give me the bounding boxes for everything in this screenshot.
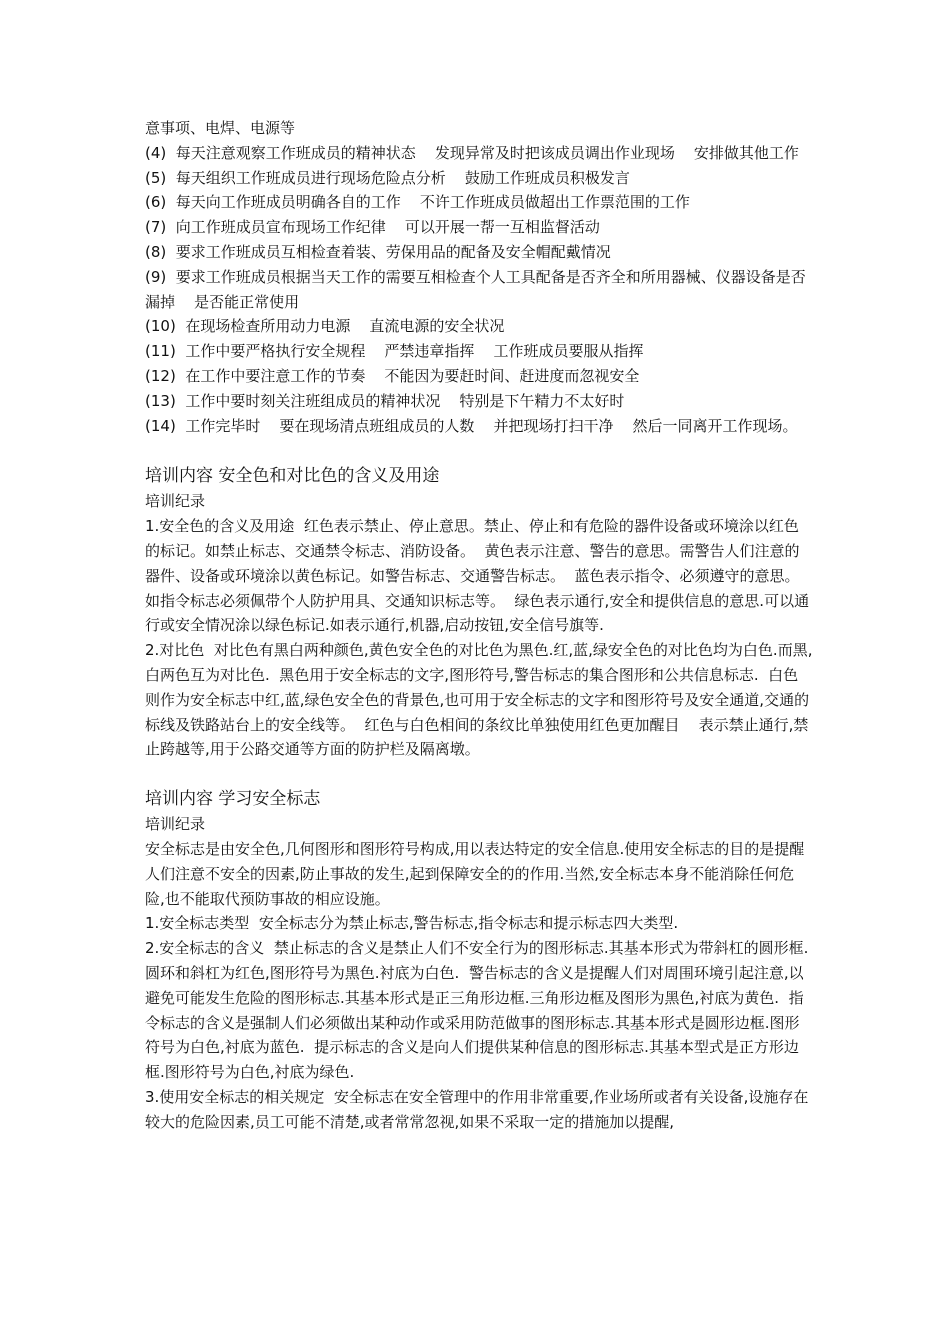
paragraph: 1.安全标志类型 安全标志分为禁止标志,警告标志,指令标志和提示标志四大类型.	[145, 914, 679, 933]
section-heading: 培训内容 安全色和对比色的含义及用途	[145, 466, 440, 487]
list-item: (8) 要求工作班成员互相检查着装、劳保用品的配备及安全帽配戴情况	[145, 242, 611, 261]
record-label: 培训纪录	[145, 492, 206, 511]
paragraph: 2.安全标志的含义 禁止标志的含义是禁止人们不安全行为的图形标志.其基本形式为带斜杠的圆形框.圆环和斜杠为红色,图形符号为黑色.衬底为白色. 警告标志的含义是提醒人们对周围环境引起注意,以避免可能发生危险的图形标志.其基本形式是正三角形边框.三角形边框及图形为黑色,衬底为黄色. 指令标志的含义是强制人们必须做出某种动作或采用防范做事的图形标志.其基本形式是圆形边框.图形符号为白色,衬底为蓝色. 提示标志的含义是向人们提供某种信息的图形标志.其基本型式是正方形边框.图形符号为白色,衬底为绿色.	[145, 939, 809, 1082]
list-item: (12) 在工作中要注意工作的节奏 不能因为要赶时间、赶进度而忽视安全	[145, 366, 640, 385]
list-item: (6) 每天向工作班成员明确各自的工作 不许工作班成员做超出工作票范围的工作	[145, 193, 690, 212]
list-item: 意事项、电焊、电源等	[145, 119, 296, 137]
section-safety-signs	[145, 786, 813, 1134]
checklist	[145, 116, 813, 438]
list-item: (11) 工作中要严格执行安全规程 严禁违章指挥 工作班成员要服从指挥	[145, 342, 644, 361]
record-label: 培训纪录	[145, 815, 206, 834]
section-safety-colors	[145, 463, 813, 762]
paragraph: 1.安全色的含义及用途 红色表示禁止、停止意思。禁止、停止和有危险的器件设备或环境涂以红色的标记。如禁止标志、交通禁令标志、消防设备。 黄色表示注意、警告的意思。需警告人们注意的器件、设备或环境涂以黄色标记。如警告标志、交通警告标志。 蓝色表示指令、必须遵守的意思。如指令标志必须佩带个人防护用具、交通知识标志等。 绿色表示通行,安全和提供信息的意思.可以通行或安全情况涂以绿色标记.如表示通行,机器,启动按钮,安全信号旗等.	[145, 517, 810, 635]
list-item: (14) 工作完毕时 要在现场清点班组成员的人数 并把现场打扫干净 然后一同离开工作现场。	[145, 416, 798, 435]
list-item: (5) 每天组织工作班成员进行现场危险点分析 鼓励工作班成员积极发言	[145, 168, 630, 187]
list-item: (7) 向工作班成员宣布现场工作纪律 可以开展一帮一互相监督活动	[145, 218, 600, 237]
section-heading: 培训内容 学习安全标志	[145, 789, 321, 810]
list-item: (9) 要求工作班成员根据当天工作的需要互相检查个人工具配备是否齐全和所用器械、仪器设备是否漏掉 是否能正常使用	[145, 267, 806, 311]
document-page	[145, 116, 813, 1134]
list-item: (4) 每天注意观察工作班成员的精神状态 发现异常及时把该成员调出作业现场 安排做其他工作	[145, 143, 799, 162]
paragraph: 2.对比色 对比色有黑白两种颜色,黄色安全色的对比色为黑色.红,蓝,绿安全色的对比色均为白色.而黑,白两色互为对比色. 黑色用于安全标志的文字,图形符号,警告标志的集合图形和公共信息标志. 白色则作为安全标志中红,蓝,绿色安全色的背景色,也可用于安全标志的文字和图形符号及安全通道,交通的标线及铁路站台上的安全线等。 红色与白色相间的条纹比单独使用红色更加醒目 表示禁止通行,禁止跨越等,用于公路交通等方面的防护栏及隔离墩。	[145, 641, 813, 759]
list-item: (10) 在现场检查所用动力电源 直流电源的安全状况	[145, 317, 505, 336]
paragraph: 3.使用安全标志的相关规定 安全标志在安全管理中的作用非常重要,作业场所或者有关设备,设施存在较大的危险因素,员工可能不清楚,或者常常忽视,如果不采取一定的措施加以提醒,	[145, 1087, 809, 1131]
list-item: (13) 工作中要时刻关注班组成员的精神状况 特别是下午精力不太好时	[145, 391, 625, 410]
paragraph: 安全标志是由安全色,几何图形和图形符号构成,用以表达特定的安全信息.使用安全标志的目的是提醒人们注意不安全的因素,防止事故的发生,起到保障安全的的作用.当然,安全标志本身不能消除任何危险,也不能取代预防事故的相应设施。	[145, 839, 805, 908]
